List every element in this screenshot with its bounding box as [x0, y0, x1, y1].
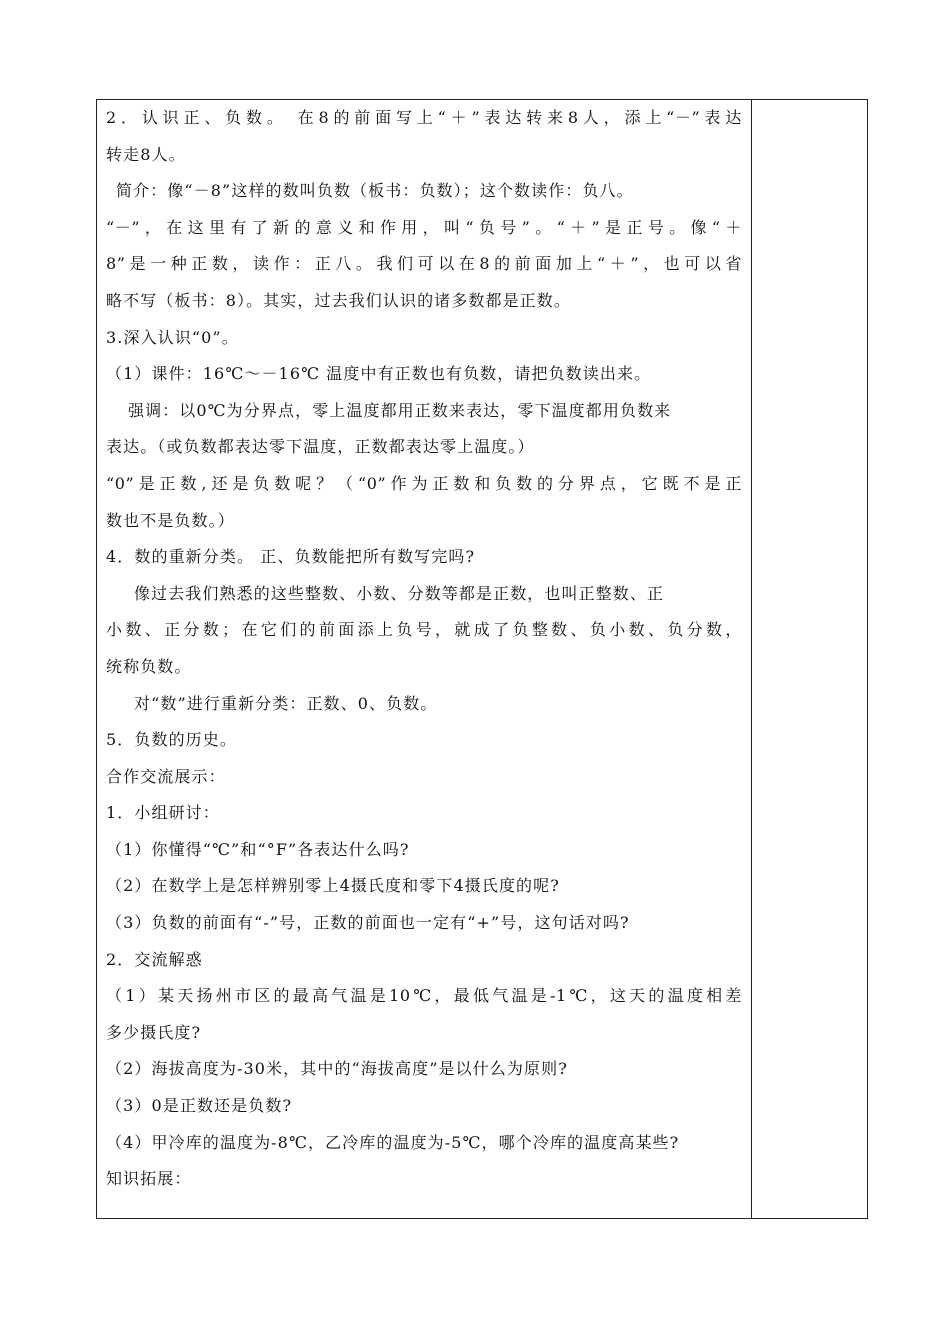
text-line: 对“数”进行重新分类：正数、0、负数。: [134, 693, 438, 713]
text-line: 小数、正分数；在它们的前面添上负号，就成了负整数、负小数、负分数，: [106, 620, 742, 640]
text-line: （4）甲冷库的温度为-8℃，乙冷库的温度为-5℃，哪个冷库的温度高某些?: [106, 1132, 680, 1152]
text-line: 简介：像“－8”这样的数叫负数（板书：负数）；这个数读作：负八。: [116, 181, 634, 201]
lesson-content: [106, 100, 742, 1198]
text-line: （1）你懂得“℃”和“°F”各表达什么吗?: [106, 839, 410, 859]
text-line: （2）在数学上是怎样辨别零上4摄氏度和零下4摄氏度的呢?: [106, 876, 560, 896]
text-line: 强调：以0℃为分界点，零上温度都用正数来表达，零下温度都用负数来: [128, 400, 672, 420]
text-line: 1．小组研讨：: [106, 803, 220, 823]
text-line: 2．交流解惑: [106, 949, 203, 969]
text-line: 表达。（或负数都表达零下温度，正数都表达零上温度。）: [106, 437, 535, 457]
text-line: 合作交流展示：: [106, 766, 226, 786]
text-line: （1）某天扬州市区的最高气温是10℃，最低气温是-1℃，这天的温度相差: [106, 986, 742, 1006]
text-line: （3）负数的前面有“-”号，正数的前面也一定有“+”号，这句话对吗?: [106, 913, 630, 933]
text-line: 统称负数。: [106, 656, 192, 676]
text-line: 2．认识正、负数。 在8的前面写上“＋”表达转来8人，添上“－”表达: [106, 108, 742, 127]
text-line: “0”是正数,还是负数呢？（“0”作为正数和负数的分界点，它既不是正: [106, 473, 742, 493]
text-line: 4．数的重新分类。 正、负数能把所有数写完吗?: [106, 547, 476, 567]
text-line: （2）海拔高度为-30米，其中的“海拔高度”是以什么为原则?: [106, 1059, 568, 1079]
text-line: 多少摄氏度?: [106, 1022, 202, 1042]
column-divider: [751, 100, 752, 1218]
text-line: 略不写（板书：8）。其实，过去我们认识的诸多数都是正数。: [106, 290, 571, 310]
text-line: 数也不是负数。）: [106, 510, 235, 530]
text-line: 5．负数的历史。: [106, 730, 237, 750]
text-line: （3）0是正数还是负数?: [106, 1096, 293, 1116]
text-line: 3.深入认识“0”。: [106, 327, 239, 347]
text-line: “－”，在这里有了新的意义和作用，叫“负号”。“＋”是正号。像“＋: [106, 217, 742, 237]
text-line: 知识拓展：: [106, 1169, 192, 1189]
text-line: 转走8人。: [106, 144, 186, 164]
text-line: （1）课件：16℃～－16℃ 温度中有正数也有负数，请把负数读出来。: [106, 364, 652, 384]
lesson-table: [96, 99, 868, 1219]
text-line: 像过去我们熟悉的这些整数、小数、分数等都是正数，也叫正整数、正: [134, 583, 665, 603]
text-line: 8”是一种正数，读作：正八。我们可以在8的前面加上“＋”，也可以省: [106, 254, 742, 274]
